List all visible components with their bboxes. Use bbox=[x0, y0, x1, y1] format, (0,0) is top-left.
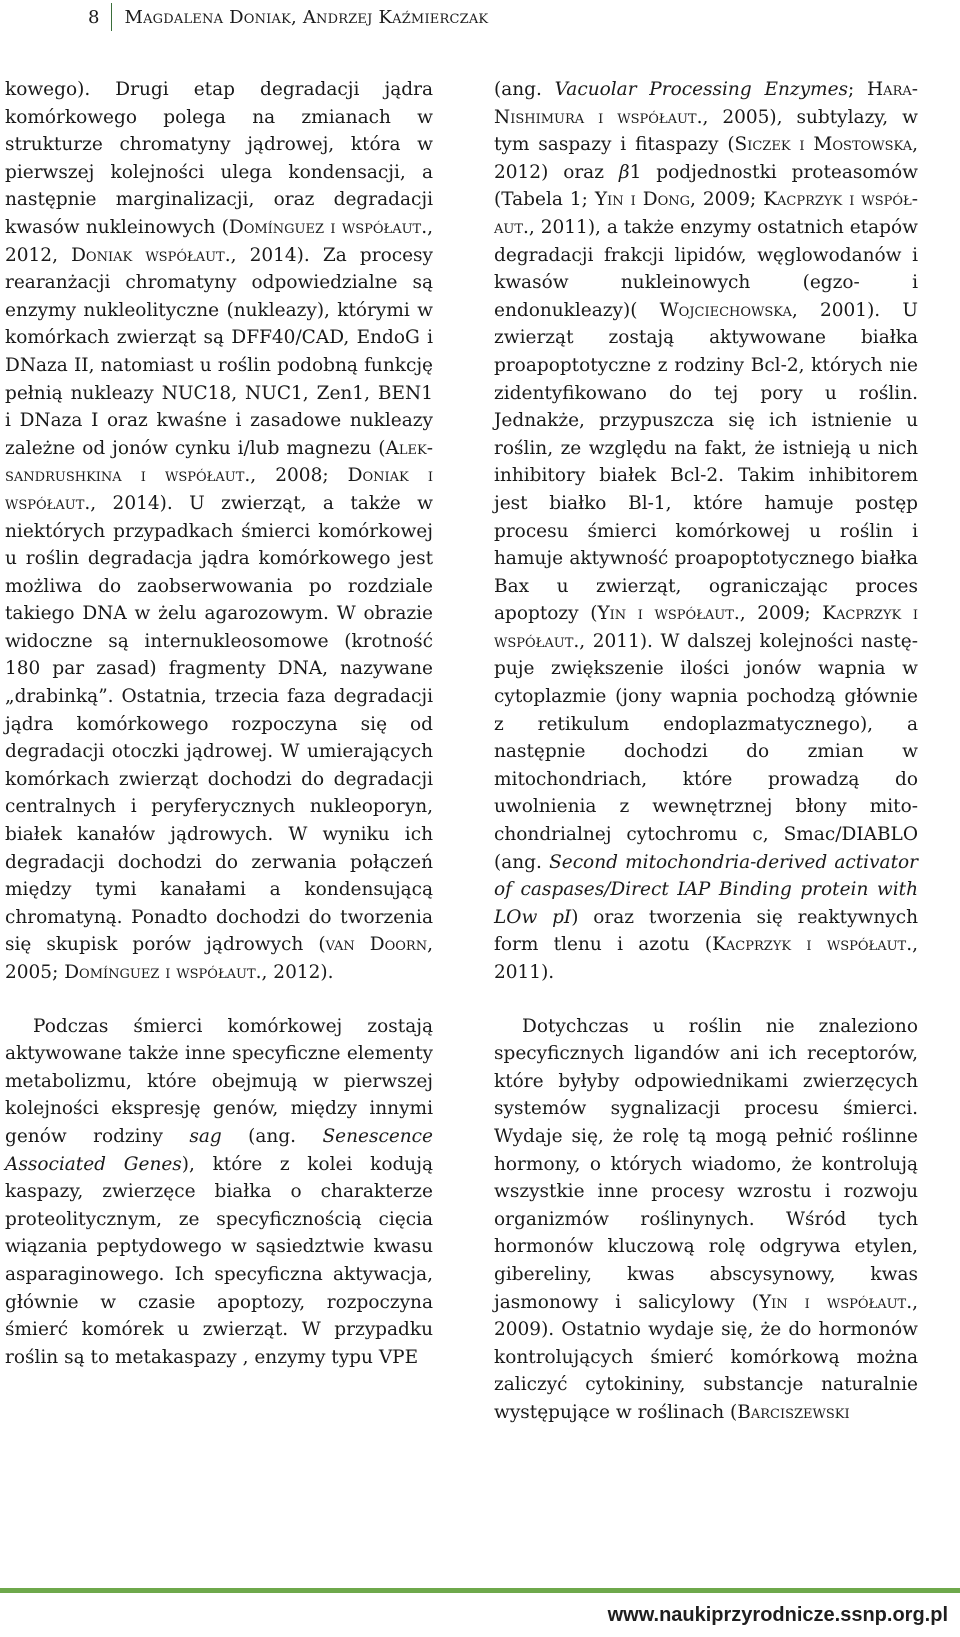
text-run: Dotychczas u roślin nie znaleziono specyficznych ligandów ani ich receptorów, które byłyby odpowiednikami zwierzęcych systemów sygnalizacji procesu śmierci. Wydaje się, że rolę tą mogą pełnić roślinne hormony, o których wiadomo, że kontrolują wszystkie inne procesy wzrostu i rozwoju organizmów roślinynych. Wśród tych hormonów kluczową rolę odgrywa etylen, gibereliny, kwas abscysynowy, kwas jasmonowy i salicylowy ( bbox=[494, 1015, 918, 1313]
italic-term: Second mitochondria-derived activator of caspases/Direct IAP Binding protein with LOw pI bbox=[494, 851, 918, 928]
citation: Kacprzyk i współaut. bbox=[494, 189, 918, 238]
text-run: ) oraz tworzenia się reaktywnych form tlenu i azotu ( bbox=[494, 906, 918, 956]
italic-term: β bbox=[618, 161, 630, 183]
text-run: kowego). Drugi etap degradacji jądra komórkowego polega na zmianach w strukturze chromatyny jądrowej, która w pierwszej kolejności ulega kondensacji, a następnie marginalizacji, oraz degradacji kwasów nukleinowych ( bbox=[5, 79, 433, 238]
citation: Yin i Dong bbox=[594, 189, 690, 211]
text-run: (ang. bbox=[221, 1125, 323, 1147]
running-header-authors: Magdalena Doniak, Andrzej Kaźmierczak bbox=[124, 6, 489, 28]
italic-term: sag bbox=[189, 1125, 222, 1147]
footer-website-url[interactable]: www.naukiprzyrodnicze.ssnp.org.pl bbox=[607, 1604, 948, 1626]
paragraph-metabolism-elements bbox=[5, 1013, 433, 1372]
citation: Siczek i Mostowska bbox=[734, 134, 913, 156]
text-run: , 2012) oraz bbox=[494, 134, 918, 183]
citation: Domínguez i współaut. bbox=[64, 962, 262, 983]
citation: Hara-Nishimura i współaut. bbox=[494, 79, 918, 128]
italic-term: Senescence Associated Genes bbox=[5, 1125, 433, 1175]
text-run: (ang. bbox=[494, 79, 555, 100]
text-run: , 2012). bbox=[261, 962, 334, 983]
citation: van Doorn bbox=[325, 934, 428, 956]
citation: Doniak i współaut. bbox=[5, 465, 433, 514]
citation: Barciszewski bbox=[737, 1401, 850, 1423]
citation: Doniak współaut. bbox=[71, 244, 231, 266]
right-column bbox=[494, 76, 918, 1427]
citation: Yin i współaut. bbox=[758, 1291, 913, 1313]
text-run: , 2011). W dalszej kolejności następuje zwiększenie ilości jonów wapnia w cytoplazmie (jony wapnia pochodzą głównie z retikulum endoplazmatycznego), a następnie dochodzi do zmian w mitochondriach, które prowadzą do uwolnienia z wewnętrznej błony mitochondrialnej cytochromu c, Smac/DIABLO (ang. bbox=[494, 630, 918, 873]
text-run: , 2009; bbox=[739, 603, 823, 625]
text-run: , 2008; bbox=[250, 465, 348, 487]
text-run: , 2009; bbox=[690, 189, 764, 211]
header-separator bbox=[111, 3, 112, 31]
paragraph-plant-hormones bbox=[494, 1013, 918, 1427]
text-run: , 2014). U zwierząt, a także w niektórych przypadkach śmierci komórkowej u roślin degradacja jądra komórkowego jest możliwa do zaobserwowania po rozdziale takiego DNA w żelu agarozowym. W obrazie widoczne są internukleosomowe (krotność 180 par zasad) fragmenty DNA, nazywane „drabinką”. Ostatnia, trzecia faza degradacji jądra komórkowego rozpoczyna się od degradacji otoczki jądrowej. W umierających komórkach zwierząt dochodzi do degradacji centralnych i peryferycznych nukleoporyn, białek kanałów jądrowych. W wyniku ich degradacji dochodzi do zerwania połączeń między tymi kanałami a kondensującą chromatyną. Ponadto dochodzi do tworzenia się skupisk porów jądrowych ( bbox=[5, 492, 433, 956]
text-run: 1 podjednostki proteasomów (Tabela 1; bbox=[494, 161, 918, 211]
italic-term: Vacuolar Processing Enzymes bbox=[554, 79, 849, 100]
running-header bbox=[88, 4, 488, 30]
citation: Yin i współaut. bbox=[597, 603, 740, 625]
text-run: , 2005; bbox=[5, 934, 433, 983]
text-run: , 2014). Za procesy rearanżacji chromatyny odpowiedzialne są enzymy nukleolityczne (nukleazy), którymi w komórkach zwierząt są DFF40/CAD, EndoG i DNaza II, natomiast u roślin podobną funkcję pełnią nukleazy NUC18, NUC1, Zen1, BEN1 i DNaza I oraz kwaśne i zasadowe nukleazy zależne od jonów cynku i/lub magnezu ( bbox=[5, 244, 433, 459]
text-run: , 2012, bbox=[5, 216, 433, 266]
text-run: , 2009). Ostatnio wydaje się, że do hormonów kontrolujących śmierć komórkową można zaliczyć cytokininy, substancje naturalnie występujące w roślinach ( bbox=[494, 1291, 918, 1423]
text-run: , 2011), a także enzymy ostatnich etapów degradacji frakcji lipidów, węglowodanów i kwasów nukleinowych (egzo- i endonukleazy)( bbox=[494, 216, 918, 321]
text-run: Podczas śmierci komórkowej zostają aktywowane także inne specyficzne elementy metabolizmu, które obejmują w pierwszej kolejności ekspresję genów, między innymi genów rodziny bbox=[5, 1015, 433, 1147]
page-number: 8 bbox=[88, 6, 100, 28]
text-run: , 2001). U zwierząt zostają aktywowane białka proapoptotyczne z rodziny Bcl-2, których nie zidentyfikowano do tej pory u roślin. Jednakże, przypuszcza się ich istnienie u roślin, ze względu na fakt, że istnieją u nich inhibitory białek Bcl-2. Takim inhibitorem jest białko Bl-1, które hamuje postęp procesu śmierci komórkowej u roślin i hamuje aktywność proapoptotycznego białka Bax u zwierząt, ograniczając proces apoptozy ( bbox=[494, 299, 918, 625]
text-run: ; bbox=[848, 79, 868, 100]
text-run: , 2005), subtylazy, w tym saspazy i fitaspazy ( bbox=[494, 106, 918, 156]
left-column bbox=[5, 76, 433, 1371]
citation: Kacprzyk i współaut. bbox=[712, 934, 913, 956]
footer-rule bbox=[0, 1588, 960, 1593]
paragraph-enzymes-mitochondria bbox=[494, 76, 918, 987]
paragraph-nuclear-degradation bbox=[5, 76, 433, 987]
citation: Aleksandrushkina i współaut. bbox=[5, 437, 433, 487]
text-run: , 2011). bbox=[494, 934, 918, 983]
citation: Kacprzyk i współaut. bbox=[494, 603, 918, 652]
text-run: ), które z kolei kodują kaspazy, zwierzęce białka o charakterze proteolitycznym, ze specyficznością cięcia wiązania peptydowego w sąsiedztwie kwasu asparaginowego. Ich specyficzna aktywacja, głównie w czasie apoptozy, rozpoczyna śmierć komórek u zwierząt. W przypadku roślin są to metakaspazy , enzymy typu VPE bbox=[5, 1153, 433, 1368]
citation: Domínguez i współaut. bbox=[228, 216, 428, 238]
citation: Wojciechowska bbox=[659, 299, 792, 321]
